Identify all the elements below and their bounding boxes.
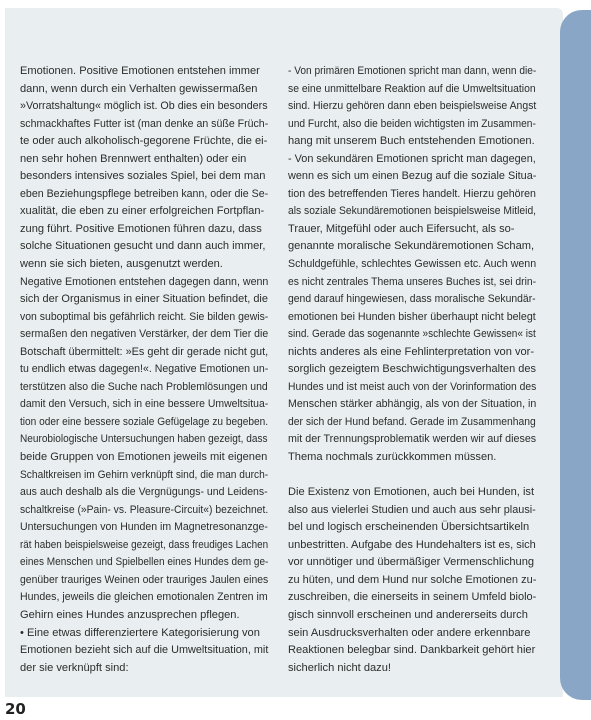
left-text-column	[20, 63, 268, 677]
text-line: wenn sie sich bieten, ausgenutzt werden.	[20, 258, 223, 271]
text-line: gend darauf hingewiesen, dass moralische Sekundär-	[288, 293, 536, 306]
text-line: Hundes und ist meist auch von der Vorinformation des	[288, 380, 537, 393]
text-line: tu endlich etwas dagegen!«. Negative Emotionen un-	[20, 363, 269, 376]
text-line: sind. Gerade das sogenannte »schlechte Gewissen« ist	[288, 328, 536, 341]
text-line: Neurobiologische Untersuchungen haben gezeigt, dass	[20, 433, 268, 446]
text-line: eines Menschen und Spielbellen eines Hundes dem ge-	[20, 556, 269, 569]
text-line: Botschaft übermittelt: »Es geht dir gerade nicht gut,	[20, 345, 269, 358]
text-line: nen sehr hohen Brennwert enthalten) oder ein	[20, 152, 247, 165]
text-line: dann, wenn durch ein Verhalten gewissermaßen	[20, 82, 258, 95]
text-line: sorglich gezeigtem Beschwichtigungsverhalten des	[288, 363, 536, 376]
text-line: Hundes, jeweils die gleichen emotionalen Zentren im	[20, 591, 268, 604]
text-line: mit der Trennungsproblematik werden wir auf dieses	[288, 433, 537, 446]
text-line: • Eine etwas differenziertere Kategorisierung von	[20, 626, 260, 639]
text-line: Thema nochmals zurückkommen müssen.	[288, 451, 497, 464]
text-line: zu hüten, und dem Hund nur solche Emotionen zu-	[288, 573, 537, 586]
right-text-column	[288, 63, 536, 677]
text-line: als soziale Sekundäremotionen beispielsweise Mitleid,	[288, 205, 537, 218]
text-line: aus auch deshalb als die Vergnügungs- und Leidens-	[20, 486, 268, 499]
text-line: rät haben beispielsweise gezeigt, dass freudiges Lachen	[20, 538, 269, 551]
text-line: zung führt. Positive Emotionen führen dazu, dass	[20, 222, 262, 235]
text-line: xualität, die eben zu einer erfolgreichen Fortpflan-	[20, 205, 265, 218]
side-tab	[560, 10, 591, 700]
text-line: terstützen also die Suche nach Problemlösungen und	[20, 380, 268, 393]
text-line: und Furcht, also die beiden wichtigsten im Zusammen-	[288, 117, 536, 130]
text-line: hang mit unserem Buch entstehenden Emotionen.	[288, 135, 535, 148]
text-line: Negative Emotionen entstehen dagegen dann, wenn	[20, 275, 269, 288]
text-line: Trauer, Mitgefühl oder auch Eifersucht, als so-	[288, 222, 515, 235]
text-line: emotionen bei Hunden bisher überhaupt nicht belegt	[288, 310, 536, 323]
text-line: sind. Hierzu gehören dann eben beispielsweise Angst	[288, 100, 537, 113]
text-line: wenn es sich um einen Bezug auf die soziale Situa-	[288, 170, 537, 183]
text-line: vor unnötiger und übermäßiger Vermenschlichung	[288, 556, 535, 569]
text-line: beide Gruppen von Emotionen jeweils mit eigenen	[20, 451, 268, 464]
text-line: sich der Organismus in einer Situation befindet, die	[20, 293, 268, 306]
text-line: nichts anderes als eine Fehlinterpretation von vor-	[288, 345, 535, 358]
text-line: also aus vielerlei Studien und auch aus sehr plausi-	[288, 503, 536, 516]
text-line: »Vorratshaltung« möglich ist. Ob dies ein besonders	[20, 100, 268, 113]
text-line: der sie verknüpft sind:	[20, 661, 129, 674]
text-line: gisch sinnvoll erscheinen und andererseits durch	[288, 608, 528, 621]
text-line: Schaltkreisen im Gehirn verknüpft sind, die man durch-	[20, 468, 269, 481]
text-line: bel und logisch erscheinenden Übersichtsartikeln	[288, 521, 530, 534]
text-line: der sich der Hund befand. Gerade im Zusammenhang	[288, 415, 536, 428]
text-line: Untersuchungen von Hunden im Magnetresonanzge-	[20, 521, 268, 534]
text-line: Emotionen bezieht sich auf die Umweltsituation, mit	[20, 644, 269, 657]
text-line: schaltkreise (»Pain- vs. Pleasure-Circuit«) bezeichnet.	[20, 503, 269, 516]
text-line: - Von primären Emotionen spricht man dann, wenn die-	[288, 65, 537, 77]
text-line: Emotionen. Positive Emotionen entstehen immer	[20, 65, 260, 77]
text-line: Schuldgefühle, schlechtes Gewissen etc. Auch wenn	[288, 258, 537, 271]
text-line: besonders intensives soziales Spiel, bei dem man	[20, 170, 266, 183]
text-line: te oder auch alkoholisch-gegorene Früchte, die ei-	[20, 135, 268, 148]
text-line: genannte moralische Sekundäremotionen Scham,	[288, 240, 535, 253]
text-line: Die Existenz von Emotionen, auch bei Hunden, ist	[288, 486, 535, 499]
text-line: Menschen stärker abhängig, als von der Situation, in	[288, 398, 537, 411]
text-line: genüber trauriges Weinen oder trauriges Jaulen eines	[20, 573, 269, 586]
text-line: schmackhaftes Futter ist (man denke an süße Früch-	[20, 117, 269, 130]
text-line: sicherlich nicht dazu!	[288, 661, 391, 674]
text-line: tion oder eine bessere soziale Gefügelage zu begeben.	[20, 415, 269, 428]
text-line: unbestritten. Aufgabe des Hundehalters ist es, sich	[288, 538, 536, 551]
text-line: sein Ausdrucksverhalten oder andere erkennbare	[288, 626, 531, 639]
text-line: tion des betreffenden Tieres handelt. Hierzu gehören	[288, 187, 536, 200]
text-line: eben Beziehungspflege betreiben kann, oder die Se-	[20, 187, 269, 200]
text-line: von suboptimal bis gefährlich reicht. Sie bilden gewis-	[20, 310, 269, 323]
text-line: Reaktionen belegbar sind. Dankbarkeit gehört hier	[288, 644, 536, 657]
text-line: solche Situationen gesucht und dann auch immer,	[20, 240, 266, 253]
text-line: - Von sekundären Emotionen spricht man dagegen,	[288, 152, 536, 165]
page-number: 20	[5, 700, 26, 718]
text-line: Gehirn eines Hundes anzusprechen pflegen.	[20, 608, 240, 621]
text-line: es nicht zentrales Thema unseres Buches ist, sei drin-	[288, 275, 537, 288]
text-line: zuschreiben, die einerseits in seinem Umfeld biolo-	[288, 591, 537, 604]
text-line	[288, 467, 536, 485]
text-line: se eine unmittelbare Reaktion auf die Umweltsituation	[288, 82, 536, 95]
text-line: damit den Versuch, sich in eine bessere Umweltsitua-	[20, 398, 269, 411]
text-line: sermaßen den negativen Verstärker, der dem Tier die	[20, 328, 269, 341]
